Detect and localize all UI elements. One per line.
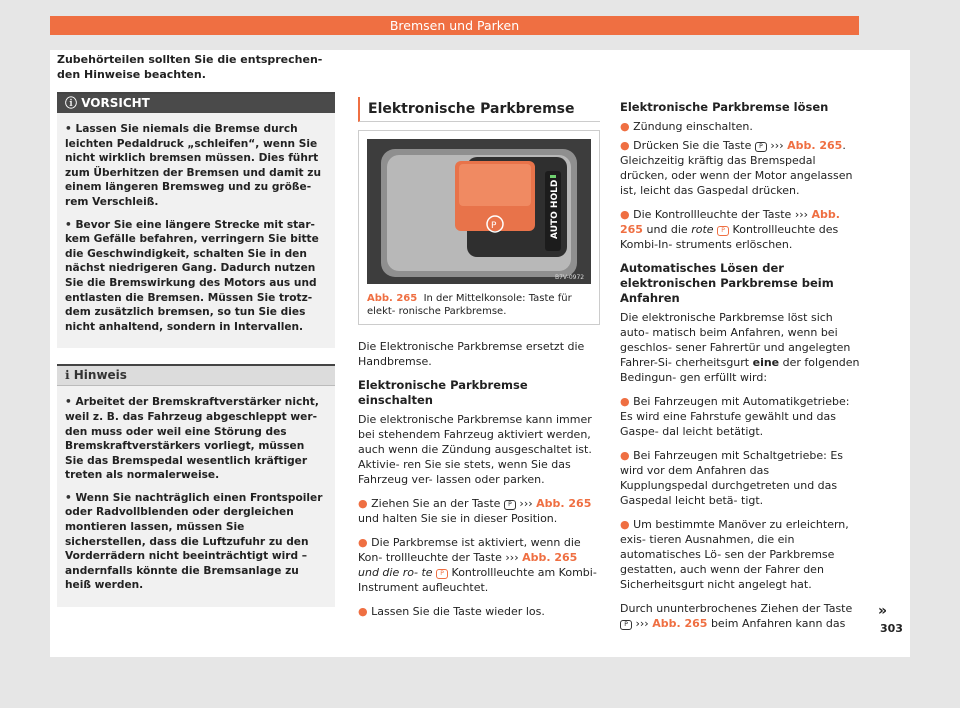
caution-header xyxy=(57,94,335,113)
arrow-icon: ››› xyxy=(519,497,533,510)
text: Zündung einschalten. xyxy=(633,120,753,133)
text: Kontrollleuchte am Kombi-Instrument aufleuchtet. xyxy=(358,566,597,594)
bullet-item: ● Drücken Sie die Taste P ››› Abb. 265. Gleichzeitig kräftig das Bremspedal drücken, oder wenn der Motor angelassen ist, leicht das Gaspedal drücken. xyxy=(620,139,853,197)
svg-text:P: P xyxy=(491,221,497,231)
caution-item xyxy=(65,218,326,335)
bullet-icon: ● xyxy=(358,497,368,510)
paragraph xyxy=(620,310,860,385)
figure-link[interactable]: Abb. 265 xyxy=(536,497,592,510)
caption-text: In der Mittelkonsole: Taste für elekt- ronische Parkbremse. xyxy=(367,293,572,317)
bullet-item xyxy=(358,496,600,526)
parking-brake-button-image xyxy=(367,139,591,284)
text: Um bestimmte Manöver zu erleichtern, exis- tieren Ausnahmen, die ein automatisches Lö- sen der Parkbremse gestatten, auch wenn der Fahrer den Sicherheitsgurt nicht angelegt hat. xyxy=(620,518,849,591)
section-heading: Elektronische Parkbremse xyxy=(358,97,600,122)
text: Ziehen Sie an der Taste xyxy=(371,497,501,510)
figure-code: B7V-0972 xyxy=(555,274,585,281)
text: Drücken Sie die Taste xyxy=(633,139,752,152)
subheading: Elektronische Parkbremse lösen xyxy=(620,100,829,114)
intro-text: Die Elektronische Parkbremse ersetzt die Handbremse. xyxy=(358,340,585,368)
text: Die Kontrollleuchte der Taste xyxy=(633,208,792,221)
bullet-icon: ● xyxy=(620,449,630,462)
text: und halten Sie sie in dieser Position. xyxy=(358,512,558,525)
subheading: Automatisches Lösen der elektronischen Parkbremse beim Anfahren xyxy=(620,261,834,305)
arrow-icon: ››› xyxy=(635,617,649,630)
intro-text: Zubehörteilen sollten Sie die entsprechen- den Hinweise beachten. xyxy=(57,53,323,81)
text: eine xyxy=(752,356,780,369)
hint-body xyxy=(57,386,335,607)
column-middle xyxy=(358,97,600,628)
caution-item xyxy=(65,122,326,210)
text: rote xyxy=(691,223,714,236)
parking-brake-icon: P xyxy=(755,142,767,152)
text: der folgenden Bedingun- gen erfüllt wird: xyxy=(620,356,860,384)
hint-item-text: Wenn Sie nachträglich einen Frontspoiler oder Radvollblenden oder dergleichen montieren lassen, müssen Sie sicherstellen, dass die Luftzufuhr zu den Vorderrädern nicht beeinträchtigt wird – andernfalls könnte die Bremsanlage zu heiß werden. xyxy=(65,491,323,592)
bullet-icon: • xyxy=(65,123,76,135)
caution-item-text: Lassen Sie niemals die Bremse durch leichten Pedaldruck „schleifen“, wenn Sie nicht wirklich bremsen müssen. Dies führt zum Überhitzen der Bremsen und damit zu einem längeren Bremsweg und zu größe- rem Verschleiß. xyxy=(65,123,321,208)
hint-item xyxy=(65,395,326,483)
arrow-icon: ››› xyxy=(770,139,784,152)
text: Bei Fahrzeugen mit Schaltgetriebe: Es wird vor dem Anfahren das Kupplungspedal durchgetreten und das Gaspedal leicht betä- tigt. xyxy=(620,449,843,507)
caution-item-text: Bevor Sie eine längere Strecke mit star- kem Gefälle befahren, verringern Sie bitte die Geschwindigkeit, schalten Sie in den nächst niedrigeren Gang. Dadurch nutzen Sie die Bremswirkung des Motors aus und entlasten die Bremsen. Müssen Sie trotz- dem zusätzlich bremsen, so tun Sie dies nicht anhaltend, sondern in Intervallen. xyxy=(65,218,319,333)
brake-warning-icon: P xyxy=(717,226,729,236)
figure-link[interactable]: Abb. 265 xyxy=(522,551,578,564)
figure-caption xyxy=(367,292,591,318)
bullet-item xyxy=(620,394,860,439)
bullet-icon: ● xyxy=(620,120,630,133)
arrow-icon: ››› xyxy=(505,551,519,564)
hint-item xyxy=(65,491,326,593)
hint-title: Hinweis xyxy=(73,368,127,383)
text: beim Anfahren kann das xyxy=(710,617,846,630)
figure-link[interactable]: Abb. 265 xyxy=(652,617,708,630)
arrow-icon: ››› xyxy=(794,208,809,221)
section-header xyxy=(50,16,859,35)
hint-header xyxy=(57,366,335,386)
caution-body xyxy=(57,113,335,348)
text: Kontrollleuchte des Kombi-In- struments erlöschen. xyxy=(620,223,839,251)
caution-title: VORSICHT xyxy=(81,96,150,110)
paragraph xyxy=(620,601,860,631)
bullet-icon: ● xyxy=(358,605,368,618)
continue-marker: » xyxy=(878,603,888,619)
text: Bei Fahrzeugen mit Automatikgetriebe: Es wird eine Fahrstufe gewählt und das Gaspe- dal leicht betätigt. xyxy=(620,395,850,438)
bullet-item xyxy=(620,517,860,592)
bullet-icon: • xyxy=(65,396,76,409)
section-title: Bremsen und Parken xyxy=(389,18,520,33)
hint-box xyxy=(57,364,335,607)
column-right xyxy=(620,100,860,640)
bullet-item xyxy=(358,604,600,619)
text: Durch ununterbrochenes Ziehen der Taste xyxy=(620,602,853,615)
subheading: Elektronische Parkbremse einschalten xyxy=(358,378,528,407)
bullet-item xyxy=(620,119,860,134)
text: und die xyxy=(646,223,688,236)
text: Gleichzeitig kräftig das Bremspedal drücken, oder wenn der Motor angelassen ist, leicht das Gaspedal drücken. xyxy=(620,154,853,197)
column-left xyxy=(57,52,335,607)
bullet-icon: ● xyxy=(358,536,368,549)
text: Lassen Sie die Taste wieder los. xyxy=(371,605,545,618)
paragraph: Die elektronische Parkbremse kann immer bei stehendem Fahrzeug aktiviert werden, auch wenn die Zündung ausgeschaltet ist. Aktivie- ren Sie sie stets, wenn Sie das Fahrzeug ver- lassen oder parken. xyxy=(358,413,592,486)
bullet-icon: • xyxy=(65,218,76,231)
page-number: 303 xyxy=(880,622,903,635)
parking-brake-icon: P xyxy=(620,620,632,630)
caution-box xyxy=(57,92,335,348)
bullet-item xyxy=(620,448,860,508)
bullet-icon: ● xyxy=(620,395,630,408)
bullet-icon: ● xyxy=(620,208,630,221)
text: Die elektronische Parkbremse löst sich auto- matisch beim Anfahren, wenn bei geschlos- sener Fahrertür und angelegten Fahrer-Si- cherheitsgurt xyxy=(620,311,851,369)
text: Die Parkbremse ist aktiviert, wenn die Kon- trollleuchte der Taste xyxy=(358,536,581,564)
bullet-icon: ● xyxy=(620,518,630,531)
hint-item-text: Arbeitet der Bremskraftverstärker nicht, weil z. B. das Fahrzeug abgeschleppt wer- den muss oder weil eine Störung des Bremskraftverstärkers vorliegt, müssen Sie das Bremspedal wesentlich kräftiger treten als normalerweise. xyxy=(65,396,319,482)
auto-hold-label: AUTO HOLD xyxy=(550,179,560,239)
parking-brake-icon: P xyxy=(504,500,516,510)
bullet-item xyxy=(620,207,860,252)
bullet-item xyxy=(358,535,600,595)
caption-ref: Abb. 265 xyxy=(367,293,418,304)
figure-link[interactable]: Abb. 265 xyxy=(620,208,840,236)
figure-link[interactable]: Abb. 265 xyxy=(787,139,843,152)
info-icon: ℹ xyxy=(65,368,74,383)
figure-265 xyxy=(358,130,600,325)
bullet-icon: ● xyxy=(620,139,630,152)
text: und die ro- te xyxy=(358,566,433,579)
warning-icon: ⓘ xyxy=(65,96,82,110)
bullet-icon: • xyxy=(65,491,76,504)
brake-warning-icon: P xyxy=(436,569,448,579)
